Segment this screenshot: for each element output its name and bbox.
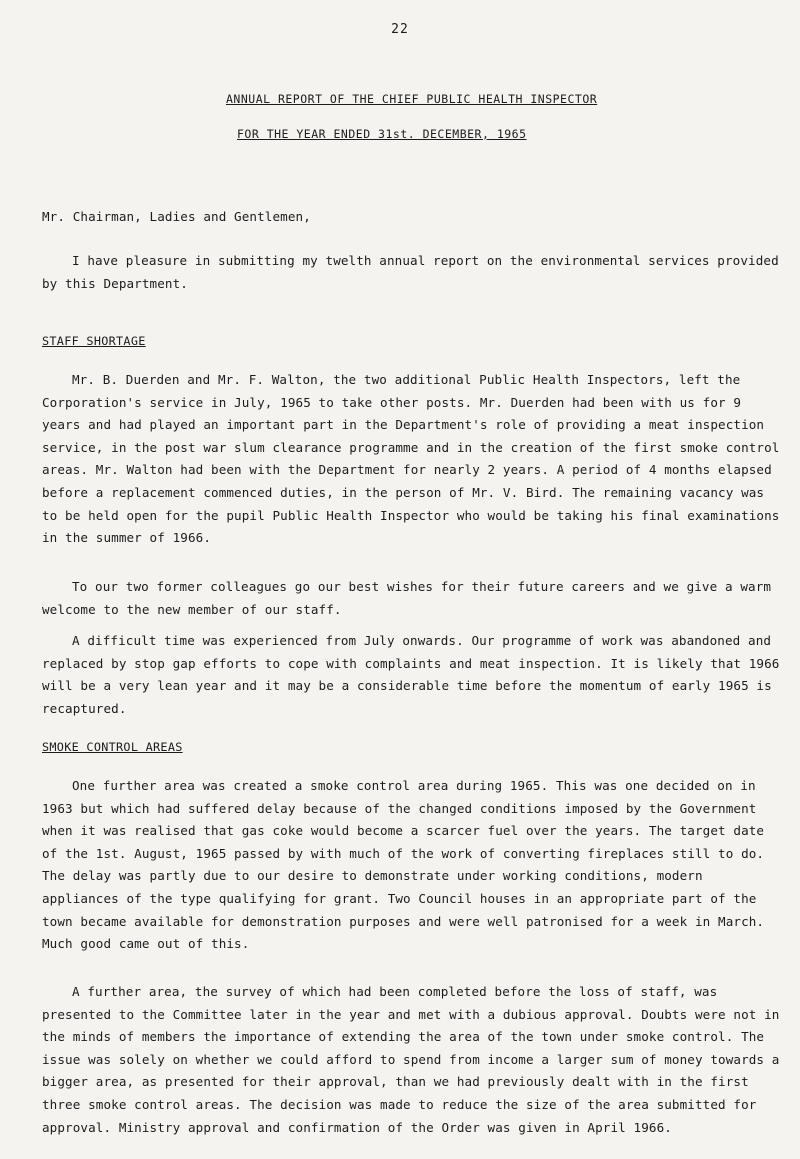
report-title: ANNUAL REPORT OF THE CHIEF PUBLIC HEALTH INSPECTOR <box>226 92 598 106</box>
staff-paragraph-3-text: A difficult time was experienced from July onwards. Our programme of work was abandoned and replaced by stop gap efforts to cope with complaints and meat inspection. It is likely that 1966 will be a very lean year and it may be a considerable time before the momentum of early 1965 is recaptured. <box>42 633 780 716</box>
staff-shortage-heading-wrap <box>42 330 782 353</box>
smoke-control-heading: SMOKE CONTROL AREAS <box>42 740 183 754</box>
smoke-control-heading-wrap <box>42 736 782 759</box>
staff-shortage-heading: STAFF SHORTAGE <box>42 334 146 348</box>
salutation: Mr. Chairman, Ladies and Gentlemen, <box>42 209 311 224</box>
smoke-paragraph-1 <box>42 775 782 956</box>
intro-text: I have pleasure in submitting my twelth annual report on the environmental services provided by this Department. <box>42 253 779 291</box>
smoke-paragraph-1-text: One further area was created a smoke control area during 1965. This was one decided on in 1963 but which had suffered delay because of the changed conditions imposed by the Government when it was realised that gas coke would become a scarcer fuel over the years. The target date of the 1st. August, 1965 passed by with much of the work of converting fireplaces still to do. The delay was partly due to our desire to demonstrate under working conditions, modern appliances of the type qualifying for grant. Two Council houses in an appropriate part of the town became available for demonstration purposes and were well patronised for a week in March. Much good came out of this. <box>42 778 765 952</box>
staff-paragraph-3 <box>42 630 782 720</box>
intro-paragraph <box>42 250 782 295</box>
page-number: 22 <box>391 22 409 37</box>
staff-paragraph-1 <box>42 369 782 550</box>
smoke-paragraph-2 <box>42 981 782 1139</box>
staff-paragraph-2-text: To our two former colleagues go our best wishes for their future careers and we give a warm welcome to the new member of our staff. <box>42 579 772 617</box>
smoke-paragraph-2-text: A further area, the survey of which had been completed before the loss of staff, was presented to the Committee later in the year and met with a dubious approval. Doubts were not in the minds of members the importance of extending the area of the town under smoke control. The issue was solely on whether we could afford to spend from income a larger sum of money towards a bigger area, as presented for their approval, than we had previously dealt with in the first three smoke control areas. The decision was made to reduce the size of the area submitted for approval. Ministry approval and confirmation of the Order was given in April 1966. <box>42 984 780 1135</box>
staff-paragraph-2 <box>42 576 782 621</box>
staff-paragraph-1-text: Mr. B. Duerden and Mr. F. Walton, the two additional Public Health Inspectors, left the Corporation's service in July, 1965 to take other posts. Mr. Duerden had been with us for 9 years and had played an important part in the Department's role of providing a meat inspection service, in the post war slum clearance programme and in the creation of the first smoke control areas. Mr. Walton had been with the Department for nearly 2 years. A period of 4 months elapsed before a replacement commenced duties, in the person of Mr. V. Bird. The remaining vacancy was to be held open for the pupil Public Health Inspector who would be taking his final examinations in the summer of 1966. <box>42 372 780 546</box>
report-subtitle: FOR THE YEAR ENDED 31st. DECEMBER, 1965 <box>237 127 527 141</box>
